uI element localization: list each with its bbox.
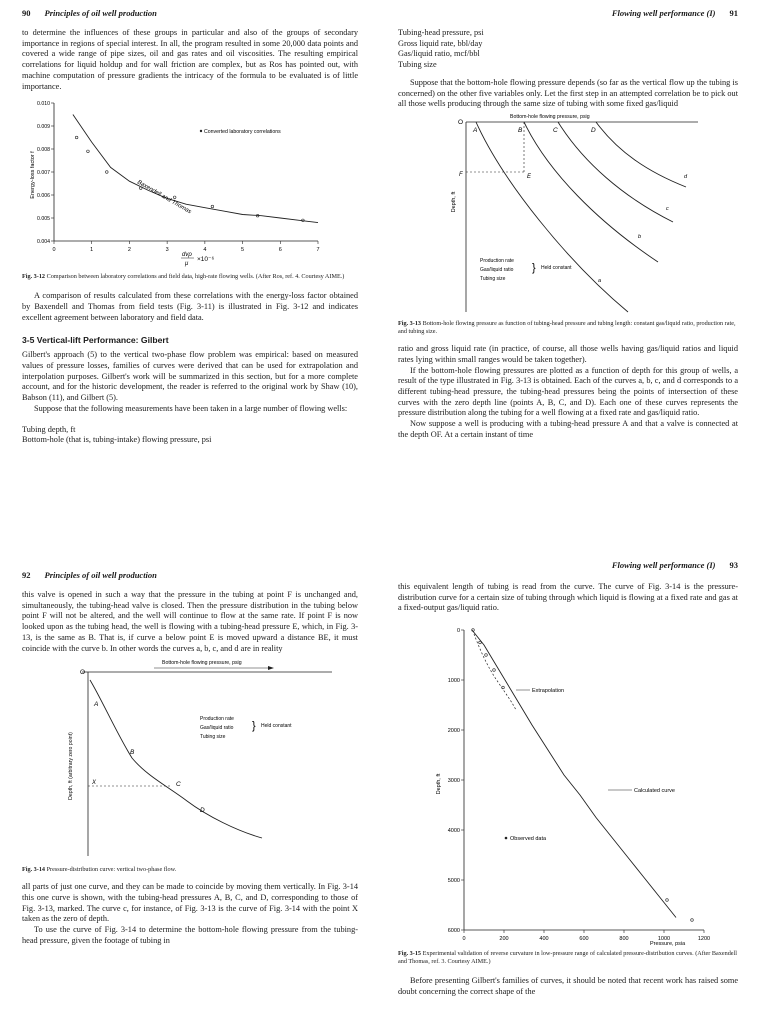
y-tick-label: 1000	[447, 678, 460, 685]
point-label: C	[176, 781, 181, 789]
caption-text: Comparison between laboratory correlations and field data, high-rate flowing wells. (After Ros, ref. 4. Courtesy AIME.)	[46, 273, 345, 281]
paragraph: this valve is opened in such a way that the pressure in the tubing at point F is unchanged and, simultaneously, the tubing-head valve is closed. Then the pressure distribution in the tubing below point F will not be altered, and the well will continue to flow at the same rate. If point F is now looked upon as the tubing head, the well is flowing with a tubing-head pressure E, which, in Fig. 3-13, is the same as B. That is, if curve a below point E is moved upward a distance BE, it must coincide with the curve b. In other words the curves a, b, c, and d are in reality	[22, 590, 358, 653]
box-side-label: Held constant	[261, 723, 292, 730]
figure-caption	[398, 950, 738, 966]
baxendell-thomas-curve	[73, 115, 318, 223]
variable-line: Gross liquid rate, bbl/day	[398, 38, 483, 48]
y-tick-label: 0.009	[37, 124, 50, 131]
y-tick-label: 5000	[447, 878, 460, 885]
curve-c	[558, 122, 673, 222]
box-line: Production rate	[200, 716, 234, 723]
legend-text: Converted laboratory correlations	[204, 129, 281, 136]
y-tick-label: 4000	[447, 828, 460, 835]
box-brace: }	[252, 720, 256, 733]
x-tick-label: 0	[462, 936, 466, 943]
x-axis-label-numerator: dvρ	[182, 252, 192, 259]
point-label: B	[518, 127, 523, 135]
pressure-distribution-curve	[90, 680, 262, 838]
point-label: B	[130, 749, 135, 757]
x-tick-label: 0	[52, 247, 56, 254]
paragraph: A comparison of results calculated from these correlations with the energy-loss factor obtained by Baxendell and Thomas from field tests (Fig. 3-11) is illustrated in Fig. 3-12 and indicates excellent agreement between laboratory and field data.	[22, 291, 358, 322]
point-x-label: X	[92, 780, 97, 787]
paragraph: this equivalent length of tubing is read from the curve. The curve of Fig. 3-14 is the pressure-distribution curve for a certain size of tubing through which liquid is flowing at a fixed rate and gas at a fixed-output gas/liquid ratio.	[398, 582, 738, 613]
figure-caption	[22, 866, 358, 874]
origin-label: O	[80, 669, 86, 677]
observed-data-point	[485, 654, 488, 657]
legend-marker	[200, 130, 202, 132]
observed-data-point	[666, 899, 669, 902]
x-axis-label: Pressure, psia	[650, 941, 686, 948]
y-tick-label: 0.006	[37, 193, 50, 200]
x-tick-label: 4	[203, 247, 207, 254]
observed-legend-marker	[505, 837, 508, 840]
paragraph: all parts of just one curve, and they can be made to coincide by moving them vertically. In Fig. 3-14 this one curve is shown, with the tubing-head pressures A, B, C, and D, corresponding to those of Fig. 3-13, marked. The curve c, for instance, of Fig. 3-13 is the curve of Fig. 3-14 with the point X taken as the zero of depth.	[22, 882, 358, 924]
point-f-label: F	[459, 172, 463, 179]
box-brace: }	[532, 262, 536, 275]
y-tick-label: 0	[456, 628, 460, 635]
variable-line: Tubing-head pressure, psi	[398, 28, 484, 37]
point-label: D	[200, 807, 205, 815]
x-tick-label: 800	[619, 936, 629, 943]
chart-axes	[54, 103, 318, 241]
point-label: C	[553, 127, 558, 135]
running-head-title: Principles of oil well production	[44, 8, 157, 18]
paragraph: To use the curve of Fig. 3-14 to determine the bottom-hole flowing pressure from the tubing-head pressure, given the footage of tubing in	[22, 925, 358, 945]
box-line: Gas/liquid ratio	[480, 267, 514, 274]
calculated-curve	[472, 630, 676, 918]
x-tick-label: 6	[278, 247, 282, 254]
y-tick-label: 0.010	[37, 101, 50, 108]
y-tick-label: 0.005	[37, 216, 50, 223]
x-tick-label: 1200	[697, 936, 711, 943]
caption-label: Fig. 3-14	[22, 866, 46, 874]
variable-line: Gas/liquid ratio, mcf/bbl	[398, 49, 480, 58]
curve-label: d	[684, 174, 688, 181]
caption-label: Fig. 3-12	[22, 273, 46, 281]
running-head-title: Flowing well performance (I)	[611, 8, 716, 18]
axis-title-arrowhead	[268, 666, 274, 670]
box-side-label: Held constant	[541, 265, 572, 272]
axis-title: Bottom-hole flowing pressure, psig	[162, 660, 242, 667]
variable-line: Bottom-hole (that is, tubing-intake) flowing pressure, psi	[22, 435, 212, 445]
observed-data-point	[493, 669, 496, 672]
curve-label: Baxendell and Thomas	[136, 179, 193, 216]
lab-correlation-point	[87, 150, 90, 153]
y-tick-label: 0.007	[37, 170, 50, 177]
paragraph: Gilbert's approach (5) to the vertical two-phase flow problem was empirical: based on measured values of pressure losses, families of curves were derived that can be used for extrapolation and interpolation purposes. Gilbert's work will be summarized in this section, but for a more complete account, and for the historic development, the reader is referred to the original work by Shaw (10), Babson (11), and Gilbert (5).	[22, 350, 358, 403]
paragraph: Now suppose a well is producing with a tubing-head pressure A and that a valve is connected at the depth OF. At a certain instant of time	[398, 419, 738, 439]
box-line: Tubing size	[480, 276, 506, 283]
fig-3-13-chart	[398, 112, 738, 320]
box-line: Production rate	[480, 258, 514, 265]
y-axis-label: Depth, ft	[436, 773, 442, 795]
origin-label: O	[458, 119, 464, 127]
page-number: 92	[22, 570, 31, 580]
box-line: Tubing size	[200, 734, 226, 741]
running-head-title: Principles of oil well production	[44, 570, 157, 580]
curve-d	[596, 122, 686, 187]
page-number: 90	[22, 8, 31, 18]
paragraph: Suppose that the bottom-hole flowing pressure depends (so far as the vertical flow up the tubing is concerned) on the other five variables only. Let the first step in an attempted correlation be to pick out all those wells producing through the same size of tubing with some fixed gas/liquid	[398, 78, 738, 109]
curve-label: b	[638, 234, 642, 241]
extrapolation-label: Extrapolation	[532, 688, 565, 695]
depth-label: Depth, ft	[451, 191, 457, 213]
fig-3-15-chart	[398, 620, 738, 950]
x-tick-label: 1	[90, 247, 94, 254]
box-line: Gas/liquid ratio	[200, 725, 234, 732]
variable-line: Tubing size	[398, 59, 437, 69]
x-tick-label: 1000	[657, 936, 671, 943]
caption-label: Fig. 3-13	[398, 320, 422, 328]
point-label: A	[94, 701, 99, 709]
page-92	[22, 570, 358, 1024]
x-axis-label-suffix: ×10⁻⁶	[197, 256, 215, 264]
running-head	[398, 8, 738, 18]
curve-a	[476, 122, 628, 312]
x-tick-label: 200	[499, 936, 509, 943]
paragraph: Suppose that the following measurements have been taken in a large number of flowing wells:	[34, 403, 348, 413]
x-tick-label: 5	[241, 247, 245, 254]
figure-caption	[22, 273, 358, 281]
paragraph: ratio and gross liquid rate (in practice, of course, all those wells having gas/liquid ratios and liquid rates lying within small ranges would be taken together).	[398, 344, 738, 364]
section-heading: 3-5 Vertical-lift Performance: Gilbert	[22, 335, 169, 346]
lab-correlation-point	[211, 205, 214, 208]
observed-data-point	[479, 641, 482, 644]
point-label: D	[591, 127, 596, 135]
caption-text: Pressure-distribution curve: vertical two-phase flow.	[46, 866, 177, 874]
caption-label: Fig. 3-15	[398, 950, 422, 958]
observed-data-point	[691, 919, 694, 922]
running-head	[22, 570, 358, 580]
x-tick-label: 2	[127, 247, 131, 254]
running-head	[22, 8, 358, 18]
y-tick-label: 2000	[447, 728, 460, 735]
x-tick-label: 600	[579, 936, 589, 943]
y-tick-label: 3000	[447, 778, 460, 785]
y-axis-label: Depth, ft (arbitrary zero point)	[68, 732, 74, 801]
chart-axes	[464, 630, 704, 930]
figure-caption	[398, 320, 738, 336]
running-head-title: Flowing well performance (I)	[611, 560, 716, 570]
paragraph: Before presenting Gilbert's families of curves, it should be noted that recent work has raised some doubt concerning the correct shape of the	[398, 976, 738, 996]
variable-line: Tubing depth, ft	[22, 424, 76, 434]
page-90	[22, 8, 358, 548]
y-axis-label: Energy-loss factor f	[30, 151, 36, 199]
extrapolation-line	[474, 634, 516, 710]
lab-correlation-point	[173, 196, 176, 199]
x-tick-label: 400	[539, 936, 549, 943]
page-number: 91	[729, 8, 738, 18]
y-tick-label: 0.008	[37, 147, 50, 154]
lab-correlation-point	[106, 171, 109, 174]
fig-3-12-chart	[22, 95, 358, 273]
x-axis-label-denominator: μ	[185, 261, 189, 268]
paragraph: If the bottom-hole flowing pressures are plotted as a function of depth for this group of wells, a result of the type illustrated in Fig. 3-13 is obtained. Each of the curves a, b, c, and d corresponds to a different tubing-head pressure, the tubing-head pressures being the points of intersection of these curves with the zero depth line (points A, B, C, and D). Each one of these curves represents the pressure distribution along the tubing for a well flowing at a fixed rate and gas/liquid ratio.	[398, 365, 738, 418]
caption-text: Bottom-hole flowing pressure as function of tubing-head pressure and tubing length: constant gas/liquid ratio, production rate, and tubing size.	[398, 320, 736, 336]
point-e-label: E	[527, 174, 532, 181]
page-93	[398, 560, 738, 1024]
observed-label: Observed data	[510, 836, 547, 843]
y-tick-label: 6000	[447, 928, 460, 935]
page-number: 93	[729, 560, 738, 570]
x-tick-label: 3	[165, 247, 169, 254]
running-head	[398, 560, 738, 570]
point-label: A	[473, 127, 478, 135]
curve-label: a	[598, 278, 602, 285]
curve-label: c	[666, 206, 669, 213]
x-tick-label: 7	[316, 247, 320, 254]
paragraph: to determine the influences of these groups in particular and also of the groups of secondary importance in regions of special interest. In all, the program resulted in some 20,000 data points and covered a wide range of pipe sizes, oil and gas rates and oil viscosities. The resulting empirical correlations for liquid holdup and for wall friction are complex, but as Ros has pointed out, with machine computation of pressure gradients the intricacy of the formula to be evaluated is of little importance.	[22, 28, 358, 91]
lab-correlation-point	[75, 136, 78, 139]
fig-3-14-chart	[22, 656, 358, 866]
axis-title: Bottom-hole flowing pressure, psig	[510, 114, 590, 121]
calculated-label: Calculated curve	[634, 788, 675, 795]
y-tick-label: 0.004	[37, 239, 50, 246]
page-91	[398, 8, 738, 548]
caption-text: Experimental validation of reverse curvature in low-pressure range of calculated pressure-distribution curves. (After Baxendell and Thomas, ref. 3. Courtesy AIME.)	[398, 950, 737, 966]
curve-b	[524, 122, 658, 262]
